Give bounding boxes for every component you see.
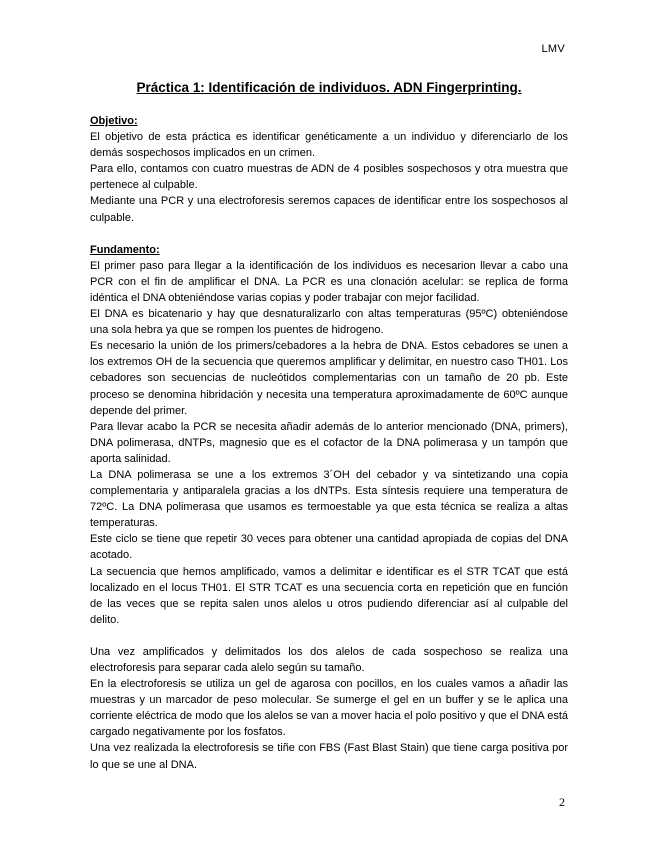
page-number: 2 <box>559 795 565 809</box>
paragraph: La DNA polimerasa se une a los extremos 3´OH del cebador y va sintetizando una copia complementaria y antiparalela gracias a los dNTPs. Esta síntesis requiere una temperatura de 72ºC. La DNA polimerasa que usamos es termoestable ya que esta técnica se realiza a altas temperaturas. <box>90 468 568 530</box>
paragraph: La secuencia que hemos amplificado, vamos a delimitar e identificar es el STR TCAT que está localizado en el locus TH01. El STR TCAT es una secuencia corta en repetición que en función de las veces que se repita salen unos alelos u otros pudiendo diferenciar así al culpable del delito. <box>90 565 568 626</box>
paragraph: Para ello, contamos con cuatro muestras de ADN de 4 posibles sospechosos y otra muestra que pertenece al culpable. <box>90 163 568 192</box>
header-initials: LMV <box>541 43 565 55</box>
paragraph: Mediante una PCR y una electroforesis seremos capaces de identificar entre los sospechosos al culpable. <box>90 195 568 224</box>
paragraph: El primer paso para llegar a la identificación de los individuos es necesarion llevar a cabo una PCR con el fin de amplificar el DNA. La PCR es una clonación acelular: se replica de forma idéntica el DNA obteniéndose varias copias y poder trabajar con mejor facilidad. <box>90 259 568 304</box>
paragraph: Este ciclo se tiene que repetir 30 veces para obtener una cantidad apropiada de copias del DNA acotado. <box>90 533 568 562</box>
paragraph: En la electroforesis se utiliza un gel de agarosa con pocillos, en los cuales vamos a añadir las muestras y un marcador de peso molecular. Se sumerge el gel en un buffer y se le aplica una corriente eléctrica de modo que los alelos se van a mover hacia el polo positivo y que el DNA está cargado negativamente por los fosfatos. <box>90 678 568 739</box>
document-title: Práctica 1: Identificación de individuos. ADN Fingerprinting. <box>136 80 522 95</box>
section-heading-fundamento: Fundamento: <box>90 243 160 256</box>
paragraph: El DNA es bicatenario y hay que desnaturalizarlo con altas temperaturas (95ºC) obteniéndose una sola hebra ya que se rompen los puentes de hidrogeno. <box>90 308 568 337</box>
document-body <box>90 113 568 773</box>
section-spacer <box>90 226 568 242</box>
paragraph: Es necesario la unión de los primers/cebadores a la hebra de DNA. Estos cebadores se unen a los extremos OH de la secuencia que queremos amplificar y delimitar, en nuestro caso TH01. Los cebadores son secuencias de nucleótidos complementarias con un tamaño de 20 pb. Este proceso se denomina hibridación y necesita una temperatura aproximadamente de 60ºC aunque depende del primer. <box>90 340 568 417</box>
paragraph: Una vez realizada la electroforesis se tiñe con FBS (Fast Blast Stain) que tiene carga positiva por lo que se une al DNA. <box>90 742 568 771</box>
paragraph: Una vez amplificados y delimitados los dos alelos de cada sospechoso se realiza una electroforesis para separar cada alelo según su tamaño. <box>90 645 568 674</box>
paragraph-spacer <box>90 628 568 644</box>
section-heading-objetivo: Objetivo: <box>90 115 138 127</box>
paragraph: Para llevar acabo la PCR se necesita añadir además de lo anterior mencionado (DNA, primers), DNA polimerasa, dNTPs, magnesio que es el cofactor de la DNA polimerasa y un tampón que aporta salinidad. <box>90 420 568 465</box>
paragraph: El objetivo de esta práctica es identificar genéticamente a un individuo y diferenciarlo de los demás sospechosos implicados en un crimen. <box>90 131 568 160</box>
